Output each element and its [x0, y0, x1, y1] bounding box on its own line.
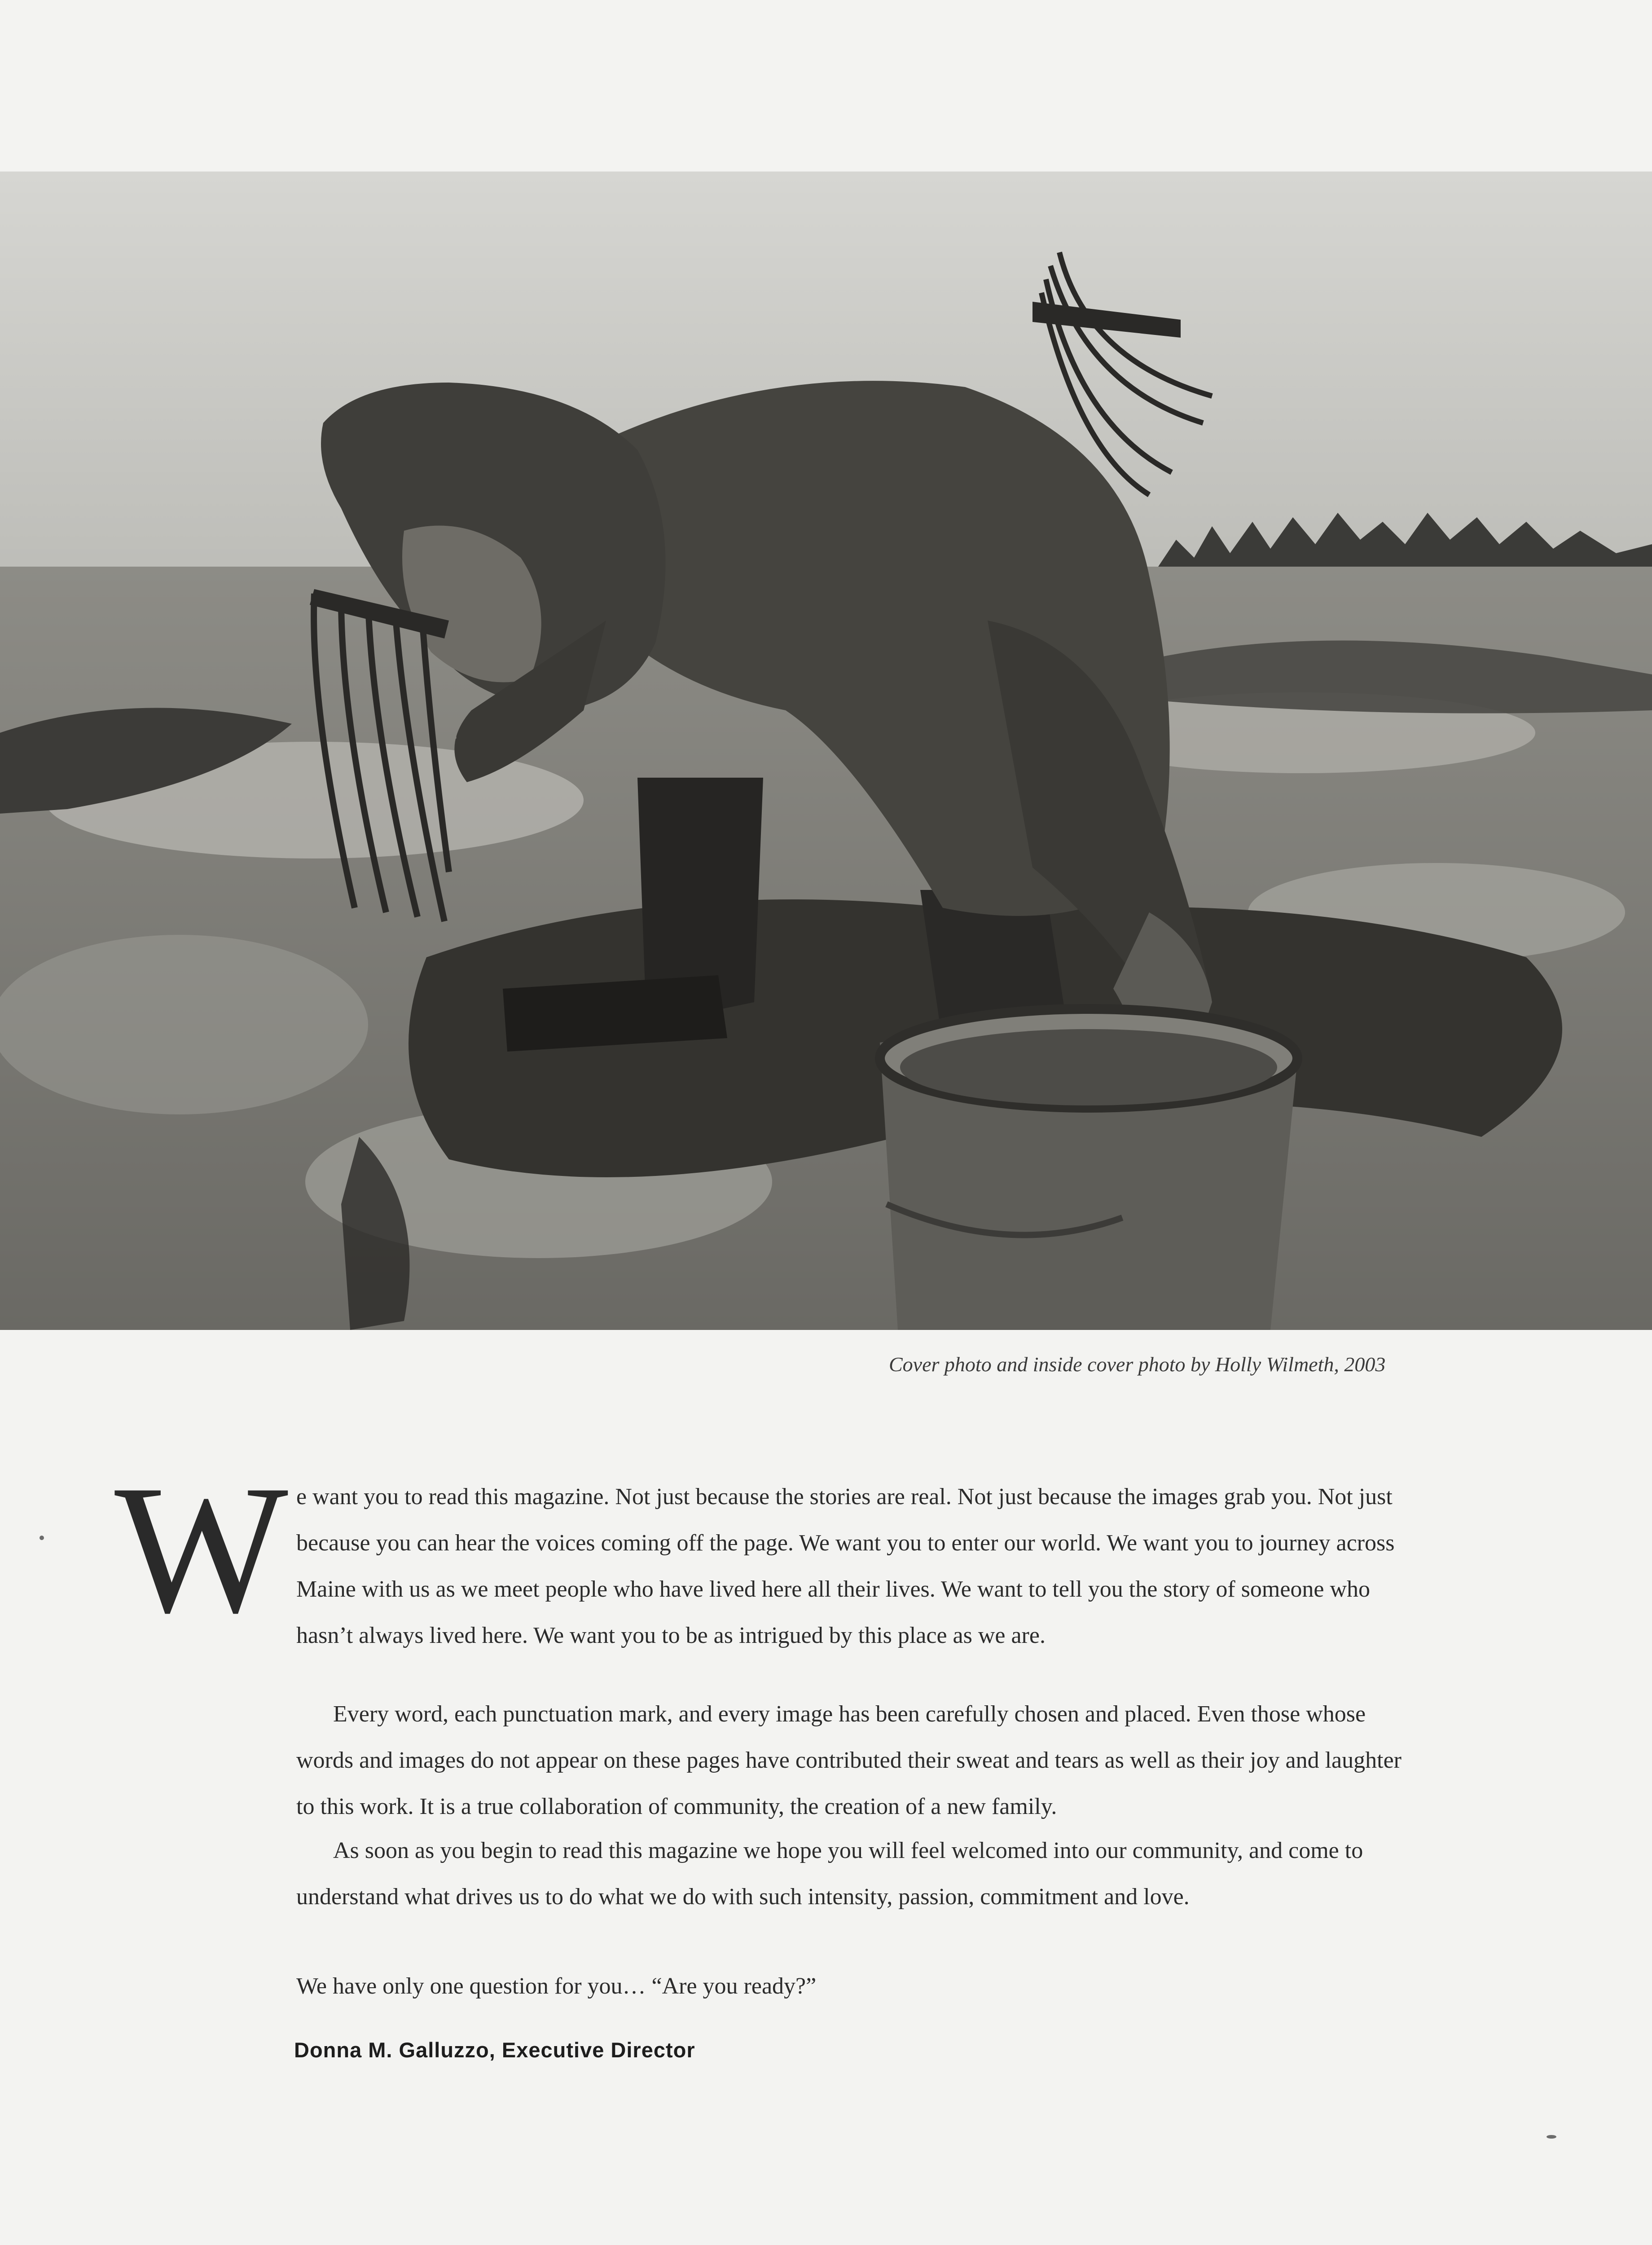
article-paragraph-1: e want you to read this magazine. Not just because the stories are real. Not just because the images grab you. Not just because you can hear the voices coming off the page. We want you to enter our world. We want you to journey across Maine with us as we meet people who have lived here all their lives. We want to tell you the story of someone who hasn’t always lived here. We want you to be as intrigued by this place as we are. — [296, 1484, 1395, 1648]
clam-digger-illustration — [0, 172, 1652, 1330]
closing-question: We have only one question for you… “Are you ready?” — [296, 1973, 817, 1999]
print-speck — [1547, 2135, 1556, 2139]
author-signature: Donna M. Galluzzo, Executive Director — [294, 2038, 695, 2062]
article-paragraph-3-text: As soon as you begin to read this magazine we hope you will feel welcomed into our community, and come to understand what drives us to do what we do with such intensity, passion, commitment and love. — [296, 1838, 1363, 1910]
photo-caption: Cover photo and inside cover photo by Holly Wilmeth, 2003 — [889, 1353, 1386, 1376]
print-speck — [40, 1536, 44, 1540]
article-paragraph-2-text: Every word, each punctuation mark, and every image has been carefully chosen and placed. Even those whose words and images do not appear on these pages have contributed their sweat and tears as well as their joy and laughter to this work. It is a true collaboration of community, the creation of a new family. — [296, 1701, 1402, 1819]
article-paragraph-2 — [296, 1691, 1419, 1830]
article-paragraph-3 — [296, 1827, 1419, 1920]
cover-photo — [0, 172, 1652, 1330]
drop-cap-letter: W — [114, 1447, 288, 1651]
